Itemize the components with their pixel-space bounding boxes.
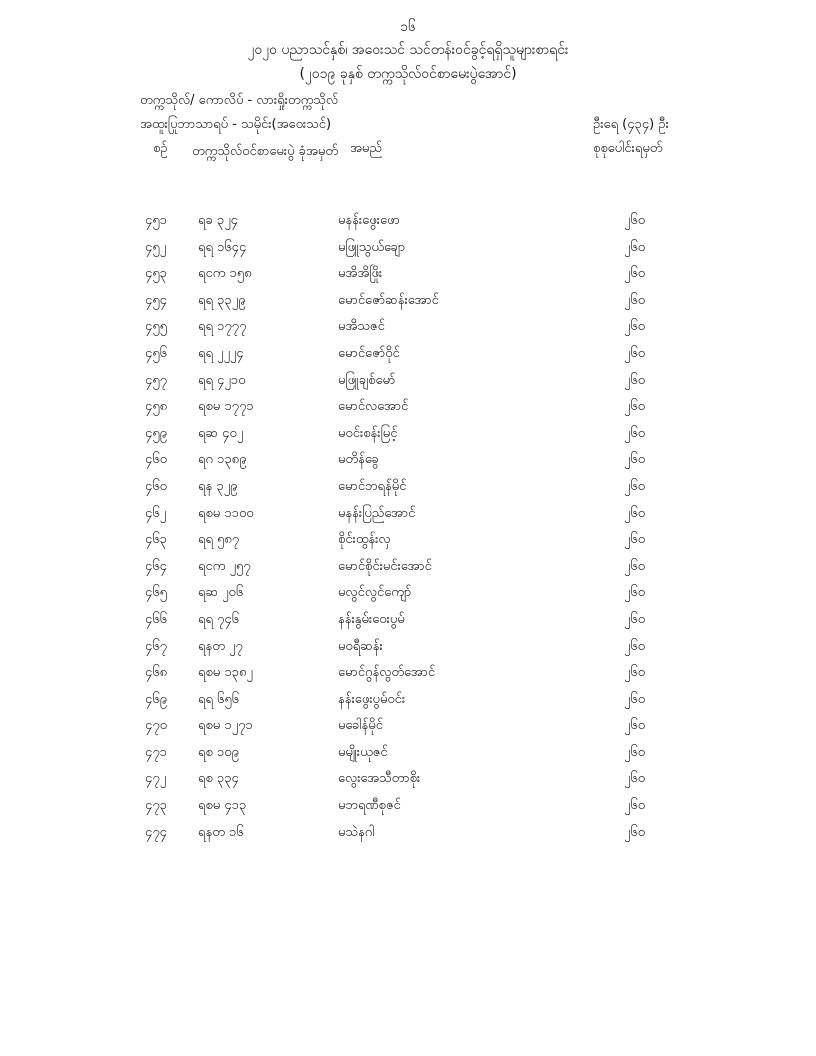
row-roll: ရစမ ၄၁၃ [198,798,247,814]
row-roll: ရစမ ၁၇၇၁ [198,399,254,415]
row-marks: ၂၆၀ [624,744,646,760]
row-name: မဝင်းစန်းမြင့် [338,425,398,441]
row-roll: ရရ ၁၇၇၇ [198,319,247,335]
row-marks: ၂၆၀ [624,505,646,521]
table-row [0,766,816,793]
row-name: နန်းနွမ်းဝေးပွမ် [338,611,405,627]
row-roll: ရငက ၂၅၇ [198,558,251,574]
row-roll: ရနတ ၁၆ [198,824,244,840]
row-marks: ၂၆၀ [624,718,646,734]
row-marks: ၂၆၀ [624,532,646,548]
row-marks: ၂၆၀ [624,798,646,814]
row-seq: ၄၆၃ [145,532,167,548]
row-marks: ၂၆၀ [624,292,646,308]
row-seq: ၄၆၉ [145,691,167,707]
row-name: မောင်ဘရန်မိုင် [338,478,407,494]
table-row [0,314,816,341]
row-marks: ၂၆၀ [624,585,646,601]
row-name: မောင်ဂွန်လွတ်အောင် [338,665,436,681]
row-marks: ၂၆၀ [624,611,646,627]
row-name: မအိအိဖြိုး [338,266,383,282]
row-roll: ရရ ၅၈၇ [198,532,240,548]
column-header-name: အမည် [350,141,382,156]
row-seq: ၄၆၈ [145,665,168,681]
row-marks: ၂၆၀ [624,266,646,282]
row-name: မဖြူသွယ်ချော [338,239,406,255]
row-name: မဘရဏီစုဇင် [338,798,401,814]
row-roll: ရစမ ၁၂၇၁ [198,718,253,734]
table-row [0,713,816,740]
row-marks: ၂၆၀ [624,478,646,494]
row-name: မောင်စိုင်းမင်းအောင် [338,558,432,574]
table-row [0,820,816,847]
row-name: မဖြူချစ်မော် [338,372,396,388]
table-row [0,261,816,288]
table-row [0,527,816,554]
row-seq: ၄၆၀ [145,478,167,494]
table-row [0,634,816,661]
university-line: တက္ကသိုလ်/ ကောလိပ် - လားရှိုးတက္ကသိုလ် [140,93,339,108]
row-marks: ၂၆၀ [624,399,646,415]
row-seq: ၄၅၄ [145,292,167,308]
row-seq: ၄၅၅ [145,319,167,335]
row-roll: ရဆ ၄၀၂ [198,425,244,441]
column-header-marks: စုစုပေါင်းရမှတ် [593,141,663,156]
row-name: မလွင်လွင်ကျော် [338,585,412,601]
row-name: မနန်းဖွေးဖော [338,213,400,228]
row-marks: ၂၆၀ [624,372,646,388]
table-row [0,288,816,315]
row-seq: ၄၇၄ [145,824,167,840]
table-row [0,501,816,528]
subject-line: အထူးပြုဘာသာရပ် - သမိုင်း(အဝေးသင်) [140,117,332,132]
table-row [0,793,816,820]
row-name: မခေါန်မိုင် [338,718,383,734]
table-row [0,580,816,607]
row-roll: ရရ ၃၃၂၉ [198,292,246,308]
table-row [0,208,816,235]
row-marks: ၂၆၀ [624,638,646,654]
table-row [0,368,816,395]
row-marks: ၂၆၀ [624,239,646,255]
row-seq: ၄၆၇ [145,638,167,654]
row-roll: ရရ ၇၄၆ [198,611,239,627]
row-name: မောင်ဇော်ဆန်းအောင် [338,292,439,308]
table-row [0,235,816,262]
row-roll: ရရ ၄၂၁၀ [198,372,246,388]
row-marks: ၂၆၀ [624,665,646,681]
column-header-seq: စဉ် [153,141,168,156]
row-seq: ၄၆၀ [145,452,167,468]
student-list [0,208,816,846]
row-roll: ရဆ ၂၀၆ [198,585,244,601]
table-row [0,421,816,448]
row-roll: ရရ ၆၅၆ [198,691,239,707]
row-roll: ရန ၃၂၉ [198,478,238,494]
row-roll: ရစမ ၁၁၀၀ [198,505,254,521]
row-seq: ၄၆၆ [145,611,167,627]
row-seq: ၄၅၇ [145,372,167,388]
row-marks: ၂၆၀ [624,824,646,840]
table-row [0,607,816,634]
row-roll: ရရ ၁၆၄၄ [198,239,247,255]
page-number: ၁၆ [400,19,416,35]
row-name: နန်းဖွေးပွမ်ဝင်း [338,691,406,707]
row-marks: ၂၆၀ [624,319,646,335]
row-seq: ၄၅၉ [145,425,167,441]
row-roll: ရနတ ၂၇ [198,638,243,654]
row-seq: ၄၇၁ [145,744,167,760]
row-seq: ၄၅၆ [145,345,167,361]
row-seq: ၄၅၁ [145,213,167,228]
student-count: ဦးရေ (၄၃၄) ဦး [593,117,669,132]
row-marks: ၂၆၀ [624,691,646,707]
row-roll: ရစမ ၁၃၈၂ [198,665,253,681]
row-seq: ၄၆၂ [145,505,167,521]
row-name: မောင်ဇော်ဝိုင် [338,345,400,361]
row-roll: ရငက ၁၅၈ [198,266,252,282]
row-seq: ၄၅၂ [145,239,167,255]
row-seq: ၄၆၅ [145,585,167,601]
table-row [0,554,816,581]
table-row [0,447,816,474]
row-seq: ၄၇၂ [145,771,167,787]
row-name: မတိန်ခွေ [338,452,379,468]
table-row [0,341,816,368]
column-header-roll: တက္ကသိုလ်ဝင်စာမေးပွဲ ခုံအမှတ် [192,144,338,159]
row-name: စိုင်းထွန်းလှ [338,532,391,548]
row-seq: ၄၅၈ [145,399,168,415]
table-row [0,394,816,421]
row-marks: ၂၆၀ [624,452,646,468]
row-seq: ၄၅၃ [145,266,167,282]
row-name: လွေးအေသီတာစိုး [338,771,421,787]
row-roll: ရရ ၂၂၂၄ [198,345,244,361]
row-marks: ၂၆၀ [624,213,646,228]
row-marks: ၂၆၀ [624,425,646,441]
document-subtitle: (၂၀၁၉ ခုနှစ် တက္ကသိုလ်ဝင်စာမေးပွဲအောင်) [299,66,517,82]
row-seq: ၄၆၄ [145,558,167,574]
row-marks: ၂၆၀ [624,345,646,361]
row-roll: ရခ ၃၂၄ [198,213,238,228]
table-row [0,687,816,714]
document-title: ၂၀၂၀ ပညာသင်နှစ်၊ အဝေးသင် သင်တန်းဝင်ခွင့်ရရှိသူများစာရင်း [247,42,569,58]
row-name: မမျိုးယုဇင် [338,744,388,760]
row-name: မနန်းပြည်အောင် [338,505,416,521]
row-seq: ၄၇၀ [145,718,167,734]
table-row [0,740,816,767]
row-name: မဝရီဆန်း [338,638,383,654]
row-marks: ၂၆၀ [624,771,646,787]
row-roll: ရစ ၃၃၄ [198,771,239,787]
row-seq: ၄၇၃ [145,798,167,814]
row-roll: ရဂ ၁၃၈၉ [198,452,247,468]
row-marks: ၂၆၀ [624,558,646,574]
row-name: မောင်လအောင် [338,399,409,415]
table-row [0,474,816,501]
table-row [0,660,816,687]
row-name: မအိသဇင် [338,319,385,335]
row-roll: ရစ ၁၀၉ [198,744,239,760]
row-name: မသဲနဂါ [338,824,375,840]
